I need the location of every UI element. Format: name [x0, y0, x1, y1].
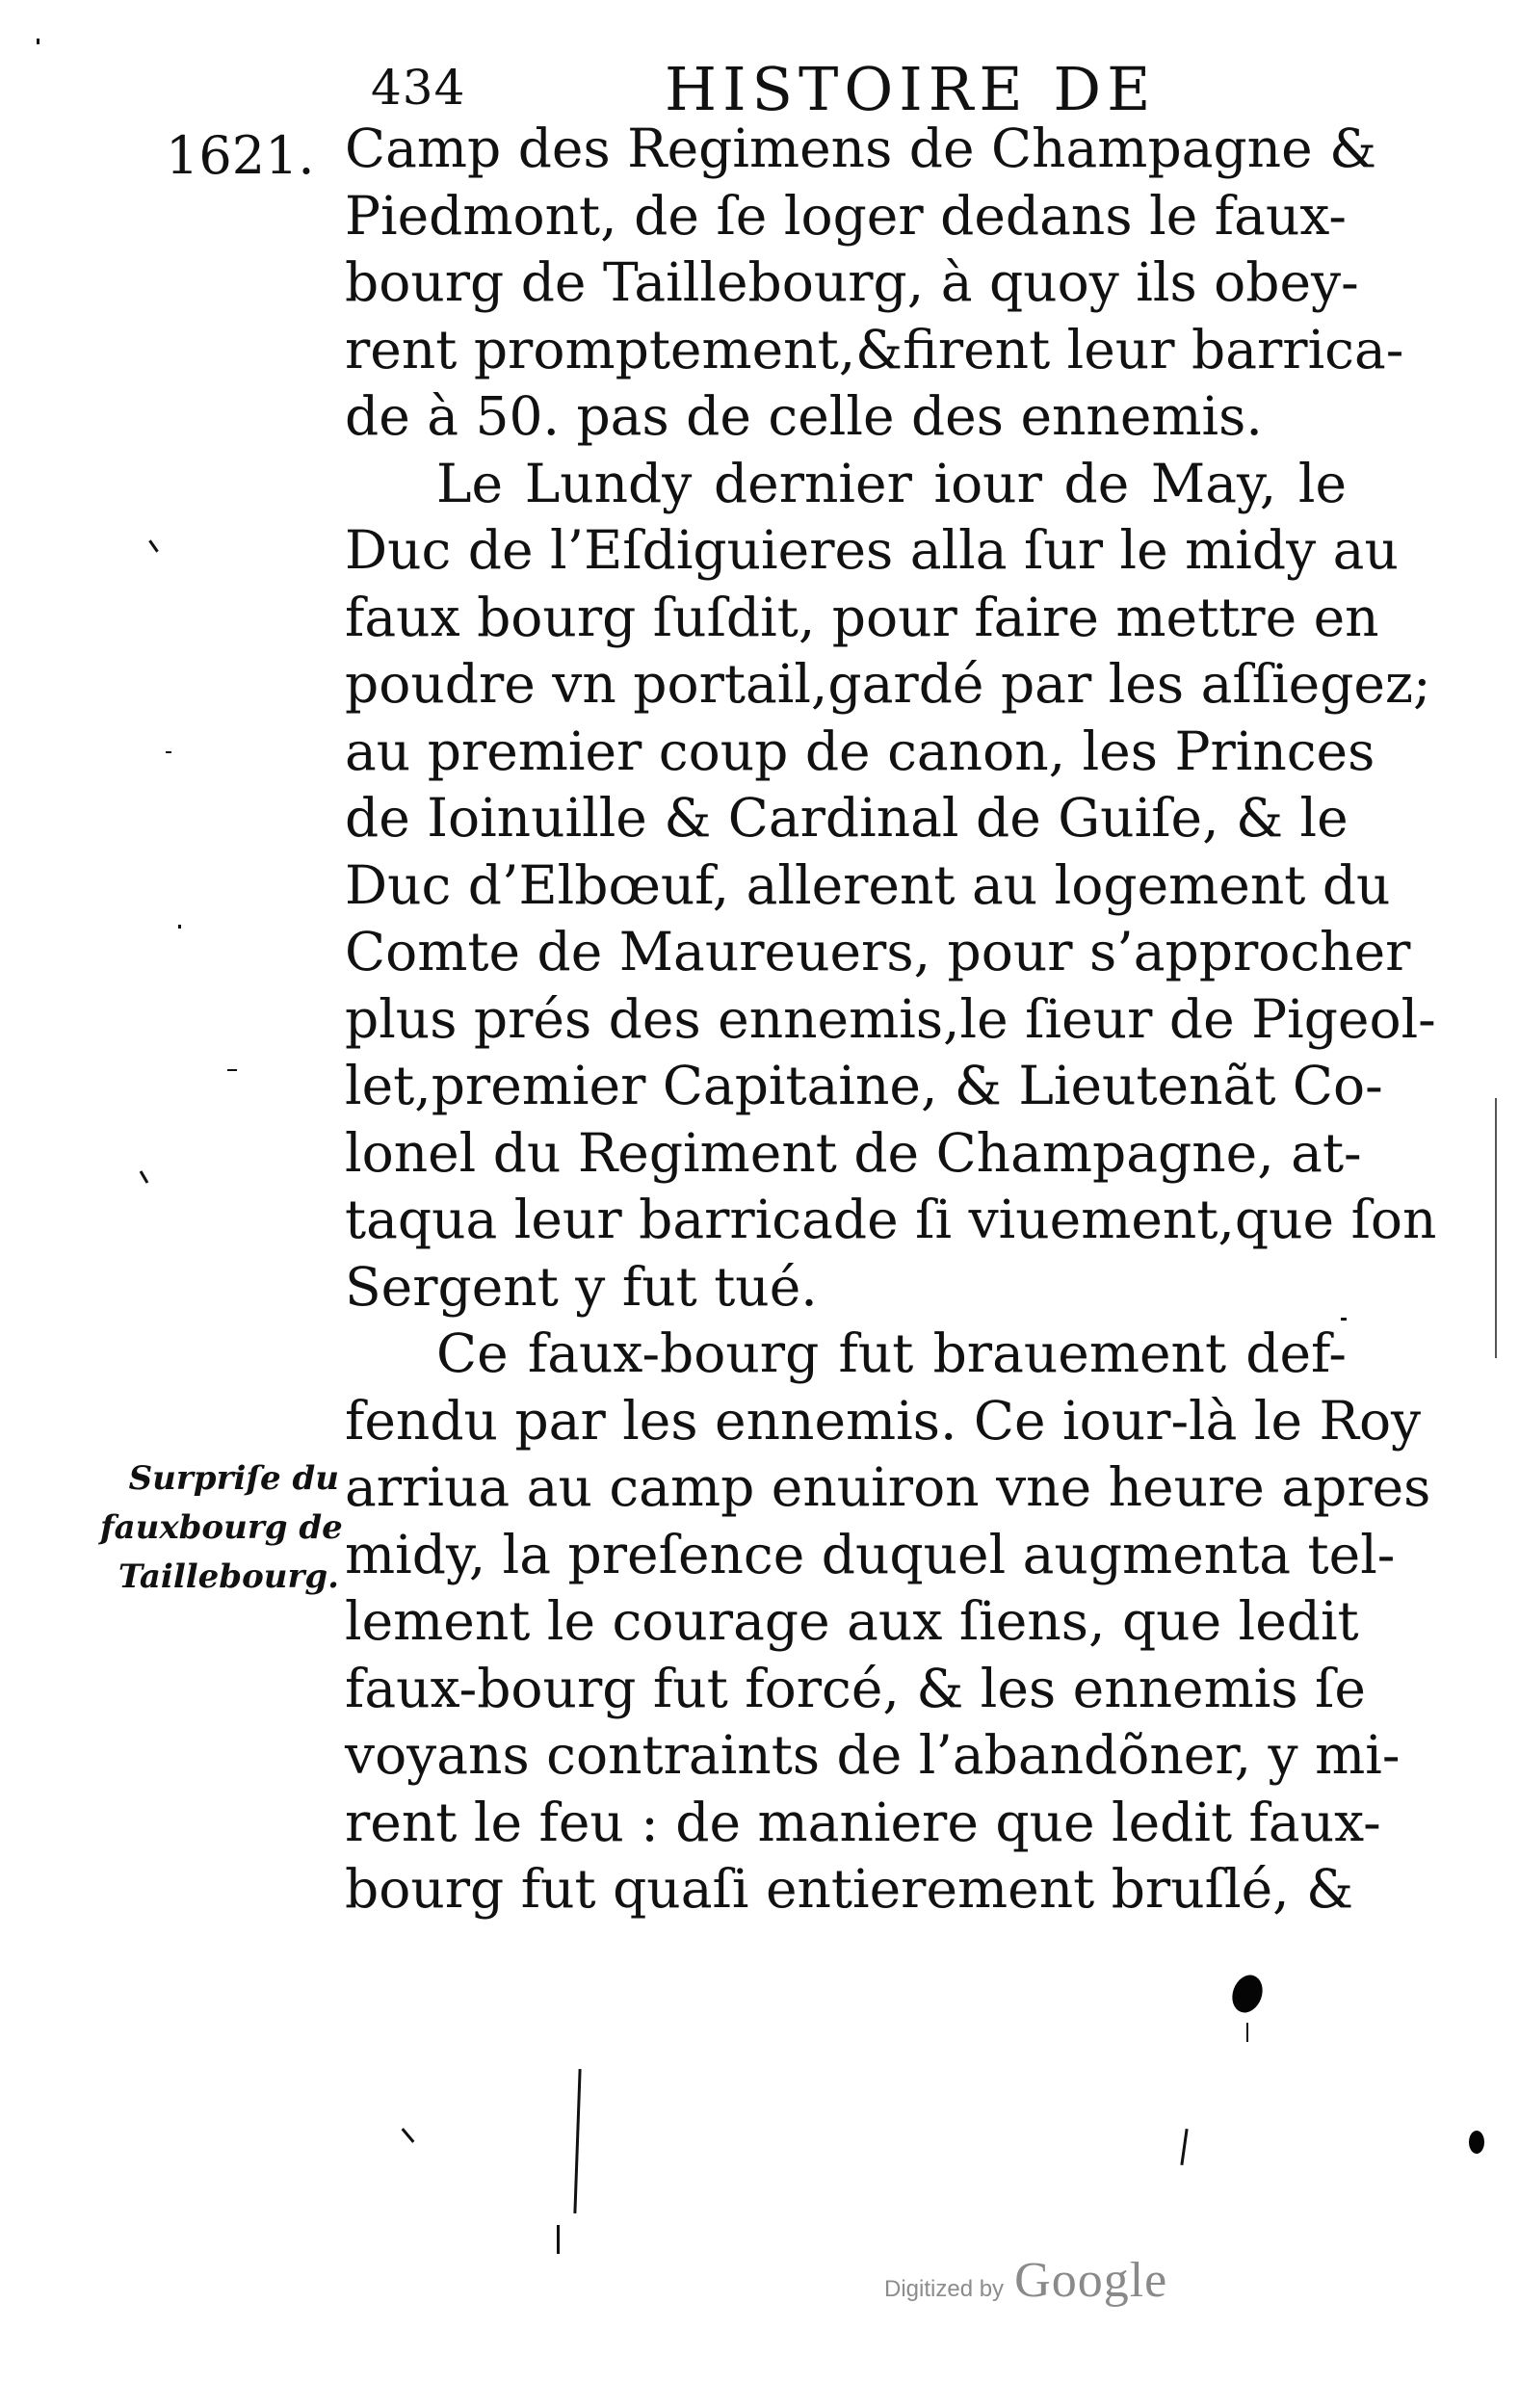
- marginal-note-line: Surpriſe du: [128, 1459, 339, 1498]
- scan-speck: [37, 39, 39, 44]
- page-number: 434: [371, 60, 466, 116]
- text-line: rent le feu : de maniere que ledit faux-: [345, 1791, 1381, 1853]
- ink-blot: [1227, 1971, 1268, 2017]
- scan-speck: [140, 1170, 149, 1184]
- text-line: rent promptement,&firent leur barrica-: [345, 318, 1404, 380]
- text-line: lement le courage aux ſiens, que ledit: [345, 1590, 1359, 1652]
- scan-speck: [1341, 1318, 1347, 1321]
- text-line: au premier coup de canon, les Princes: [345, 720, 1375, 782]
- scan-speck: [148, 539, 158, 552]
- text-line: Piedmont, de ſe loger dedans le faux-: [345, 184, 1347, 247]
- digitization-watermark: [884, 2252, 1167, 2309]
- ink-blot: [1469, 2131, 1484, 2154]
- scan-speck: [573, 2069, 581, 2213]
- running-title: HISTOIRE DE: [665, 54, 1157, 124]
- text-line: voyans contraints de l’abandõner, y mi-: [345, 1724, 1401, 1786]
- google-wordmark: Google: [1014, 2253, 1168, 2308]
- text-line: Ce faux-bourg fut brauement def-: [436, 1322, 1347, 1384]
- scan-speck: [402, 2128, 415, 2143]
- text-line: bourg fut quaſi entierement bruſlé, &: [345, 1858, 1354, 1920]
- scan-speck: [557, 2225, 560, 2254]
- text-line: lonel du Regiment de Champagne, at-: [345, 1121, 1362, 1184]
- text-line: Duc d’Elbœuf, allerent au logement du: [345, 853, 1391, 916]
- text-line: poudre vn portail,gardé par les aſſiegez;: [345, 653, 1431, 715]
- marginal-note-line: fauxbourg de: [100, 1508, 343, 1547]
- text-line: plus prés des ennemis,le ſieur de Pigeol-: [345, 987, 1436, 1050]
- text-line: Camp des Regimens de Champagne &: [345, 118, 1377, 179]
- marginal-note: [100, 1454, 343, 1602]
- scan-speck: [178, 925, 181, 929]
- text-line: taqua leur barricade ſi viuement,que ſon: [345, 1189, 1437, 1250]
- text-line: de Ioinuille & Cardinal de Guiſe, & le: [345, 787, 1349, 849]
- scan-speck: [1495, 1098, 1497, 1358]
- margin-year: 1621.: [166, 125, 315, 186]
- scan-speck: [1180, 2129, 1188, 2165]
- text-line: Comte de Maureuers, pour s’approcher: [345, 921, 1411, 982]
- text-line: faux bourg ſuſdit, pour faire mettre en: [345, 586, 1379, 648]
- text-line: let,premier Capitaine, & Lieutenãt Co-: [345, 1055, 1383, 1116]
- text-line: fendu par les ennemis. Ce iour-là le Roy: [345, 1389, 1422, 1452]
- text-line: arriua au camp enuiron vne heure apres: [345, 1456, 1431, 1518]
- text-line: midy, la preſence duquel augmenta tel-: [345, 1523, 1396, 1585]
- text-line: Le Lundy dernier iour de May, le: [436, 452, 1347, 514]
- digitized-by-label: Digitized by: [884, 2276, 1005, 2302]
- scan-speck: [1246, 2023, 1248, 2042]
- scan-speck: [227, 1069, 237, 1071]
- text-line: bourg de Taillebourg, à quoy ils obey-: [345, 251, 1359, 313]
- text-line: de à 50. pas de celle des ennemis.: [345, 385, 1263, 447]
- text-line: Sergent y fut tué.: [345, 1255, 818, 1318]
- marginal-note-line: Taillebourg.: [118, 1557, 339, 1596]
- text-line: Duc de l’Eſdiguieres alla ſur le midy au: [345, 519, 1399, 581]
- body-text: [345, 116, 1437, 1924]
- text-line: faux-bourg fut forcé, & les ennemis ſe: [345, 1657, 1366, 1719]
- scan-speck: [166, 751, 171, 753]
